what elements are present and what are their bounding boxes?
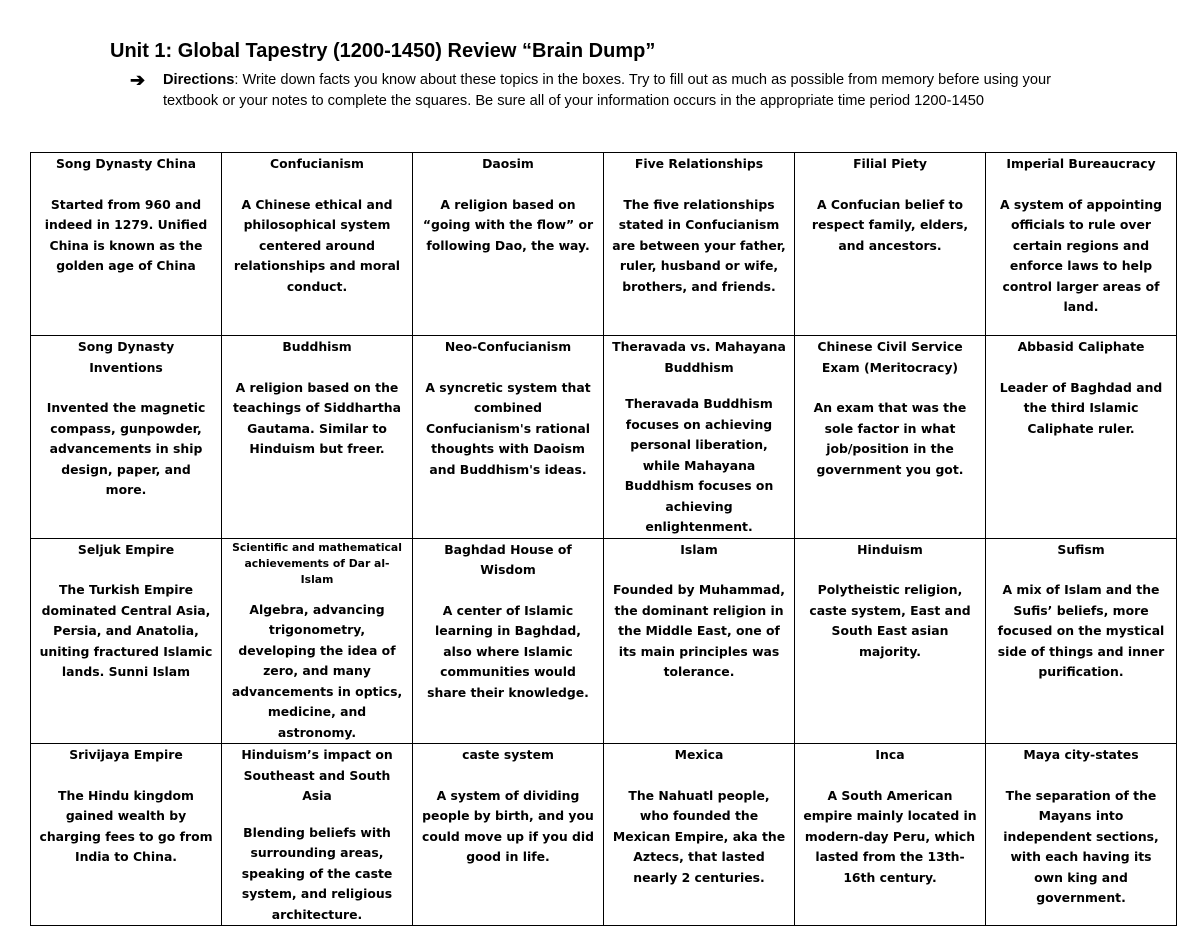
cell-heading: Buddhism — [282, 339, 352, 354]
cell-heading: Baghdad House of Wisdom — [444, 541, 572, 577]
cell-heading: Daosim — [482, 156, 534, 171]
cell-song-dynasty-china — [31, 153, 222, 336]
cell-text: A system of appointing officials to rule over certain regions and enforce laws to help control larger areas of land. — [999, 196, 1163, 314]
directions — [130, 70, 1070, 111]
cell-text: A Confucian belief to respect family, elders, and ancestors. — [811, 196, 969, 253]
cell-text: The five relationships stated in Confucianism are between your father, ruler, husband or wife, brothers, and friends. — [612, 196, 786, 294]
cell-heading: Scientific and mathematical achievements of Dar al-Islam — [232, 540, 402, 586]
cell-heading: Song Dynasty China — [55, 156, 197, 171]
cell-text: A South American empire mainly located in modern-day Peru, which lasted from the 13th-16th century. — [803, 787, 977, 885]
cell-text: Blending beliefs with surrounding areas, speaking of the caste system, and religious architecture. — [241, 824, 393, 922]
cell-heading: Seljuk Empire — [77, 541, 175, 557]
cell-text: Invented the magnetic compass, gunpowder, advancements in ship design, paper, and more. — [46, 400, 206, 497]
cell-heading: Srivijaya Empire — [69, 747, 183, 762]
cell-text: A mix of Islam and the Sufis’ beliefs, more focused on the mystical side of things and inner purification. — [997, 582, 1165, 679]
cell-seljuk-empire — [31, 538, 222, 744]
cell-inca — [795, 744, 986, 926]
directions-label: Directions — [163, 72, 235, 88]
cell-islam — [604, 538, 795, 744]
cell-dar-al-islam-achievements — [222, 538, 413, 744]
page-title: Unit 1: Global Tapestry (1200-1450) Review “Brain Dump” — [110, 40, 656, 62]
cell-daosim — [413, 153, 604, 336]
cell-civil-service-exam — [795, 336, 986, 539]
cell-abbasid-caliphate — [986, 336, 1177, 539]
cell-heading: Sufism — [1057, 541, 1105, 557]
cell-heading: Chinese Civil Service Exam (Meritocracy) — [817, 339, 963, 375]
cell-house-of-wisdom — [413, 538, 604, 744]
cell-text: A religion based on the teachings of Siddhartha Gautama. Similar to Hinduism but freer. — [232, 379, 401, 456]
cell-text: The Hindu kingdom gained wealth by charging fees to go from India to China. — [39, 787, 213, 864]
cell-text: Polytheistic religion, caste system, East and South East asian majority. — [809, 582, 971, 659]
cell-five-relationships — [604, 153, 795, 336]
cell-heading: Maya city-states — [1023, 747, 1139, 762]
right-arrow-icon: ➔ — [130, 70, 146, 90]
cell-confucianism — [222, 153, 413, 336]
topic-grid — [30, 152, 1177, 926]
cell-text: A syncretic system that combined Confucianism's rational thoughts with Daoism and Buddhism's ideas. — [425, 379, 591, 477]
cell-text: The Turkish Empire dominated Central Asia, Persia, and Anatolia, uniting fractured Islamic lands. Sunni Islam — [39, 582, 213, 679]
cell-text: Theravada Buddhism focuses on achieving personal liberation, while Mahayana Buddhism focuses on achieving enlightenment. — [624, 396, 774, 534]
cell-maya-city-states — [986, 744, 1177, 926]
cell-text: The separation of the Mayans into independent sections, with each having its own king and government. — [1003, 787, 1159, 905]
cell-text: A system of dividing people by birth, and you could move up if you did good in life. — [422, 787, 594, 864]
cell-srivijaya-empire — [31, 744, 222, 926]
cell-text: Started from 960 and indeed in 1279. Unified China is known as the golden age of China — [44, 196, 208, 273]
cell-heading: Islam — [680, 541, 718, 557]
cell-imperial-bureaucracy — [986, 153, 1177, 336]
cell-buddhism — [222, 336, 413, 539]
cell-hinduism-impact — [222, 744, 413, 926]
grid-row-2 — [31, 336, 1177, 539]
cell-heading: Filial Piety — [853, 156, 927, 171]
grid-row-3 — [31, 538, 1177, 744]
cell-heading: Imperial Bureaucracy — [1006, 156, 1156, 171]
cell-heading: Five Relationships — [634, 156, 764, 171]
cell-heading: Song Dynasty Inventions — [77, 339, 175, 375]
cell-heading: Abbasid Caliphate — [1017, 339, 1145, 354]
cell-filial-piety — [795, 153, 986, 336]
cell-song-dynasty-inventions — [31, 336, 222, 539]
cell-hinduism — [795, 538, 986, 744]
cell-heading: Neo-Confucianism — [444, 339, 572, 354]
grid-row-1 — [31, 153, 1177, 336]
cell-heading: Inca — [875, 747, 905, 762]
directions-text: : Write down facts you know about these topics in the boxes. Try to fill out as much as possible from memory before using your textbook or your notes to complete the squares. Be sure all of your information occurs in the appropriate time period 1200-1450 — [163, 72, 1051, 109]
cell-text: The Nahuatl people, who founded the Mexican Empire, aka the Aztecs, that lasted nearly 2 centuries. — [612, 787, 786, 885]
cell-heading: Confucianism — [270, 156, 364, 171]
cell-heading: Theravada vs. Mahayana Buddhism — [612, 339, 786, 375]
cell-text: Founded by Muhammad, the dominant religion in the Middle East, one of its main principles was tolerance. — [613, 582, 785, 679]
cell-text: Algebra, advancing trigonometry, developing the idea of zero, and many advancements in optics, medicine, and astronomy. — [231, 601, 403, 740]
cell-neo-confucianism — [413, 336, 604, 539]
cell-sufism — [986, 538, 1177, 744]
grid-row-4 — [31, 744, 1177, 926]
cell-heading: caste system — [462, 747, 554, 762]
cell-heading: Mexica — [674, 747, 724, 762]
cell-text: A center of Islamic learning in Baghdad, also where Islamic communities would share their knowledge. — [427, 602, 589, 700]
cell-heading: Hinduism’s impact on Southeast and South Asia — [241, 747, 393, 803]
cell-text: A religion based on “going with the flow” or following Dao, the way. — [422, 196, 594, 253]
cell-text: An exam that was the sole factor in what job/position in the government you got. — [813, 400, 967, 477]
directions-body — [130, 70, 1070, 111]
cell-text: Leader of Baghdad and the third Islamic Caliphate ruler. — [999, 379, 1163, 436]
cell-text: A Chinese ethical and philosophical system centered around relationships and moral conduct. — [233, 196, 401, 294]
cell-heading: Hinduism — [857, 541, 923, 557]
cell-theravada-vs-mahayana — [604, 336, 795, 539]
cell-caste-system — [413, 744, 604, 926]
cell-mexica — [604, 744, 795, 926]
